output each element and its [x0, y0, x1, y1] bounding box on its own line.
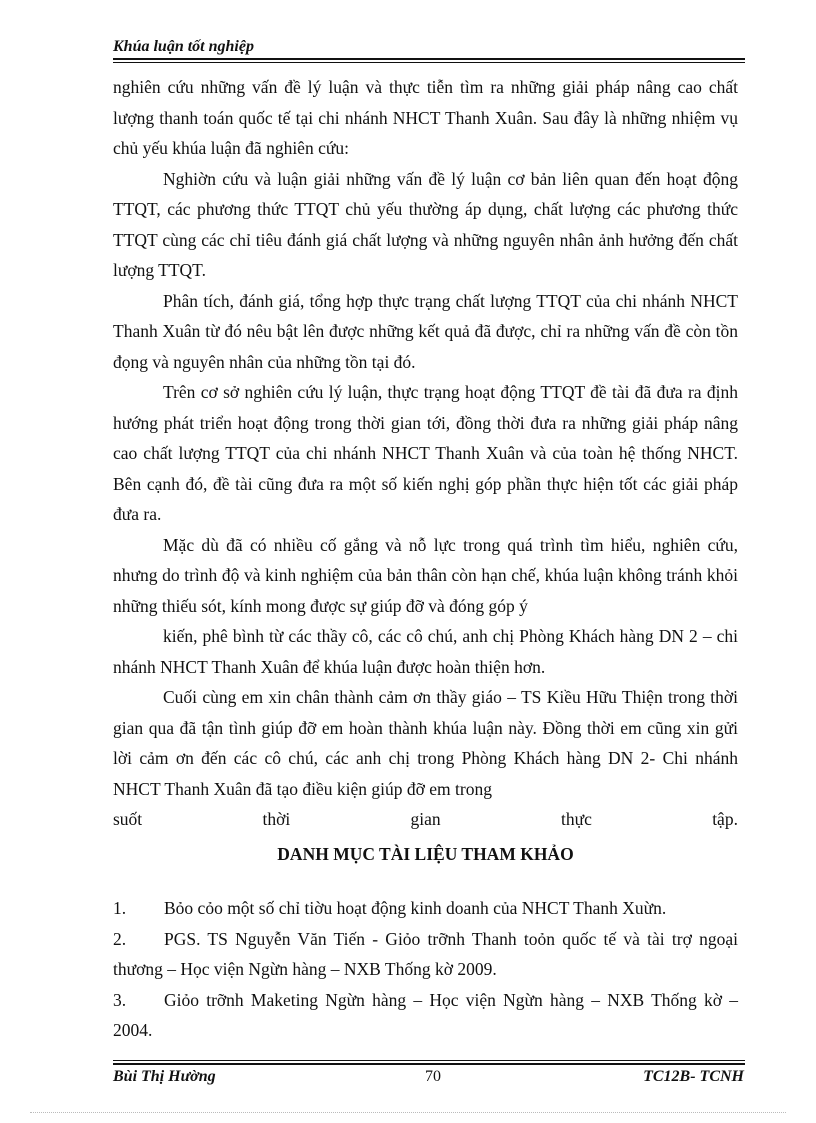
- paragraph: Cuối cùng em xin chân thành cảm ơn thầy giáo – TS Kiều Hữu Thiện trong thời gian qua đã tận tình giúp đỡ em hoàn thành khúa luận này. Đồng thời em cũng xin gửi lời cảm ơn đến các cô chú, các anh chị trong Phòng Khách hàng DN 2- Chi nhánh NHCT Thanh Xuân đã tạo điều kiện giúp đỡ em trong: [113, 687, 738, 799]
- paragraph: kiến, phê bình từ các thầy cô, các cô chú, anh chị Phòng Khách hàng DN 2 – chi nhánh NHCT Thanh Xuân để khúa luận được hoàn thiện hơn.: [113, 626, 738, 677]
- reference-item: [113, 924, 738, 985]
- body-text: [113, 72, 738, 835]
- paragraph: Nghiờn cứu và luận giải những vấn đề lý luận cơ bản liên quan đến hoạt động TTQT, các phương thức TTQT chủ yếu thường áp dụng, chất lượng các phương thức TTQT cùng các chỉ tiêu đánh giá chất lượng và những nguyên nhân ảnh hưởng đến chất lượng TTQT.: [113, 168, 738, 280]
- word: thời: [262, 809, 291, 829]
- word: tập.: [712, 809, 738, 829]
- reference-number: 3.: [113, 989, 127, 1010]
- reference-text: Giỏo trỡnh Maketing Ngừn hàng – Học viện Ngừn hàng – NXB Thống kờ – 2004.: [113, 989, 738, 1040]
- paragraph: Trên cơ sở nghiên cứu lý luận, thực trạng hoạt động TTQT đề tài đã đưa ra định hướng phát triển hoạt động trong thời gian tới, đồng thời đưa ra những giải pháp nâng cao chất lượng TTQT của chi nhánh NHCT Thanh Xuân và của toàn hệ thống NHCT. Bên cạnh đó, đề tài cũng đưa ra một số kiến nghị góp phần thực hiện tốt các giải pháp đưa ra.: [113, 382, 738, 524]
- reference-text: PGS. TS Nguyễn Văn Tiến - Giỏo trỡnh Thanh toỏn quốc tế và tài trợ ngoại thương – Học viện Ngừn hàng – NXB Thống kờ 2009.: [113, 928, 738, 979]
- reference-text: Bỏo cỏo một số chỉ tiờu hoạt động kinh doanh của NHCT Thanh Xuừn.: [164, 898, 667, 918]
- word: suốt: [113, 809, 143, 829]
- references-list: [113, 893, 738, 1046]
- reference-item: [113, 893, 738, 924]
- footer-rule: [113, 1063, 745, 1065]
- paragraph: nghiên cứu những vấn đề lý luận và thực tiễn tìm ra những giải pháp nâng cao chất lượng thanh toán quốc tế tại chi nhánh NHCT Thanh Xuân. Sau đây là những nhiệm vụ chủ yếu khúa luận đã nghiên cứu:: [113, 77, 738, 158]
- paragraph: Mặc dù đã có nhiều cố gắng và nỗ lực trong quá trình tìm hiểu, nghiên cứu, nhưng do trình độ và kinh nghiệm của bản thân còn hạn chế, khúa luận không tránh khỏi những thiếu sót, kính mong được sự giúp đỡ và đóng góp ý: [113, 534, 738, 616]
- reference-number: 2.: [113, 928, 127, 949]
- header-title: Khúa luận tốt nghiệp: [113, 38, 254, 55]
- word: gian: [410, 809, 441, 829]
- reference-item: [113, 985, 738, 1046]
- header-rule: [113, 58, 745, 60]
- reference-number: 1.: [113, 898, 127, 918]
- page-edge-divider: [30, 1112, 786, 1113]
- paragraph-last-line: [113, 804, 738, 835]
- header-rule-thin: [113, 62, 745, 63]
- word: thực: [561, 809, 592, 829]
- references-title: DANH MỤC TÀI LIỆU THAM KHẢO: [277, 844, 574, 864]
- footer-author: Bùi Thị Hường: [113, 1068, 216, 1085]
- footer-rule-thin: [113, 1060, 745, 1061]
- footer-class-code: TC12B- TCNH: [643, 1068, 744, 1085]
- paragraph: Phân tích, đánh giá, tổng hợp thực trạng chất lượng TTQT của chi nhánh NHCT Thanh Xuân từ đó nêu bật lên được những kết quả đã được, chỉ ra những vấn đề còn tồn đọng và nguyên nhân của những tồn tại đó.: [113, 290, 738, 372]
- page-number: 70: [425, 1068, 441, 1085]
